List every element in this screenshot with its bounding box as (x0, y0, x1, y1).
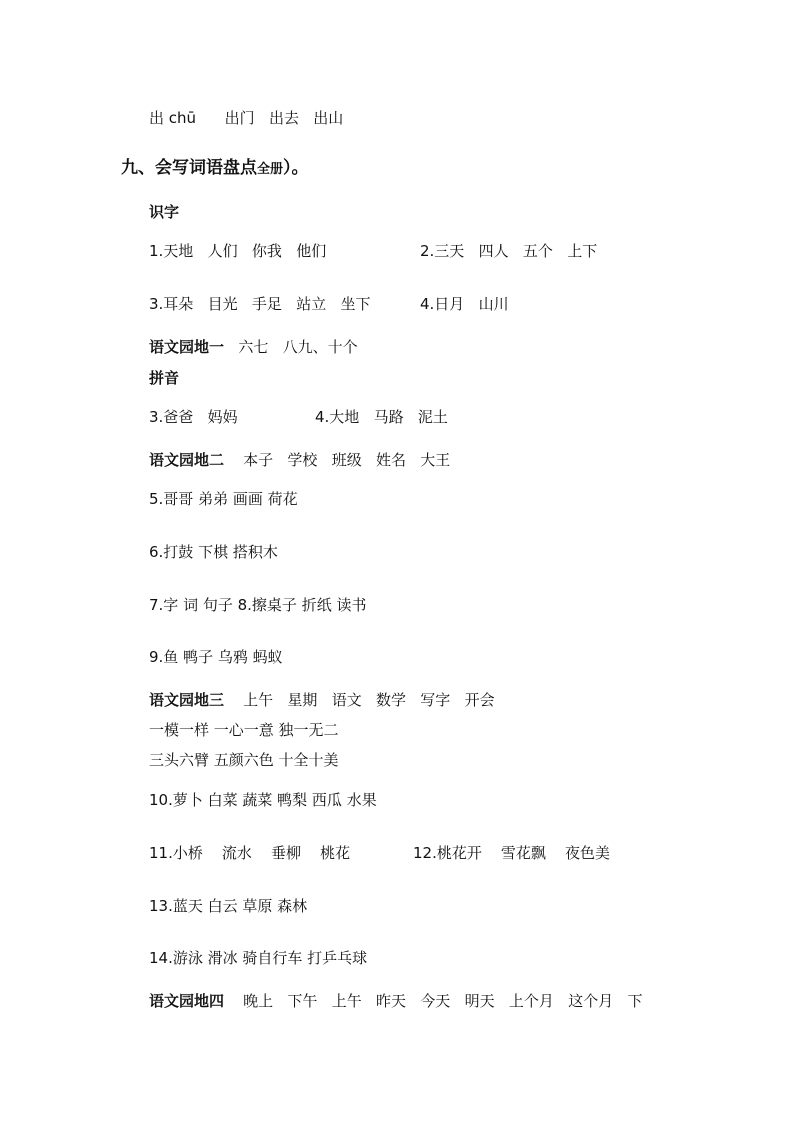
word-line-10: 10.萝卜 白菜 蔬菜 鸭梨 西瓜 水果 (149, 791, 377, 809)
garden-4-words: 晚上 下午 上午 昨天 今天 明天 上个月 这个月 下 (243, 992, 643, 1010)
garden-1-words: 六七 八九、十个 (238, 338, 358, 356)
garden-3-heading: 语文园地三 (149, 691, 225, 709)
garden-3-words: 上午 星期 语文 数学 写字 开会 (243, 691, 495, 709)
word-line-6: 6.打鼓 下棋 搭积木 (149, 543, 278, 561)
word-line-9: 9.鱼 鸭子 乌鸦 蚂蚁 (149, 648, 283, 666)
word-line-12: 12.桃花开 雪花飘 夜色美 (413, 844, 611, 862)
garden-2-line (149, 450, 450, 470)
word-line-5: 5.哥哥 弟弟 画画 荷花 (149, 490, 298, 508)
subheading-shizi: 识字 (149, 203, 180, 221)
pinyin: chū (168, 109, 197, 127)
word-line-11: 11.小桥 流水 垂柳 桃花 (149, 844, 351, 862)
garden-2-heading: 语文园地二 (149, 451, 225, 469)
subheading-pinyin: 拼音 (149, 369, 180, 387)
example-words: 出门 出去 出山 (224, 109, 344, 127)
garden-3-line (149, 690, 495, 710)
word-line-7-8: 7.字 词 句子 8.擦桌子 折纸 读书 (149, 596, 367, 614)
word-line-3: 3.耳朵 目光 手足 站立 坐下 (149, 295, 371, 313)
garden-1-line (149, 337, 358, 357)
word-line-14: 14.游泳 滑冰 骑自行车 打乒乓球 (149, 949, 368, 967)
idiom-line-1: 一模一样 一心一意 独一无二 (149, 721, 339, 739)
section-title: 九、会写词语盘点全册）。 (121, 158, 309, 178)
target-character: 出 (149, 109, 165, 127)
garden-4-heading: 语文园地四 (149, 992, 225, 1010)
pinyin-example-line (149, 108, 343, 128)
word-line-2: 2.三天 四人 五个 上下 (420, 242, 598, 260)
word-line-13: 13.蓝天 白云 草原 森林 (149, 897, 308, 915)
idiom-line-2: 三头六臂 五颜六色 十全十美 (149, 751, 339, 769)
word-line-pinyin-3: 3.爸爸 妈妈 (149, 408, 238, 426)
word-line-1: 1.天地 人们 你我 他们 (149, 242, 327, 260)
garden-4-line (149, 991, 643, 1011)
word-line-pinyin-4: 4.大地 马路 泥土 (315, 408, 448, 426)
garden-2-words: 本子 学校 班级 姓名 大王 (243, 451, 451, 469)
word-line-4: 4.日月 山川 (420, 295, 509, 313)
garden-1-heading: 语文园地一 (149, 338, 225, 356)
